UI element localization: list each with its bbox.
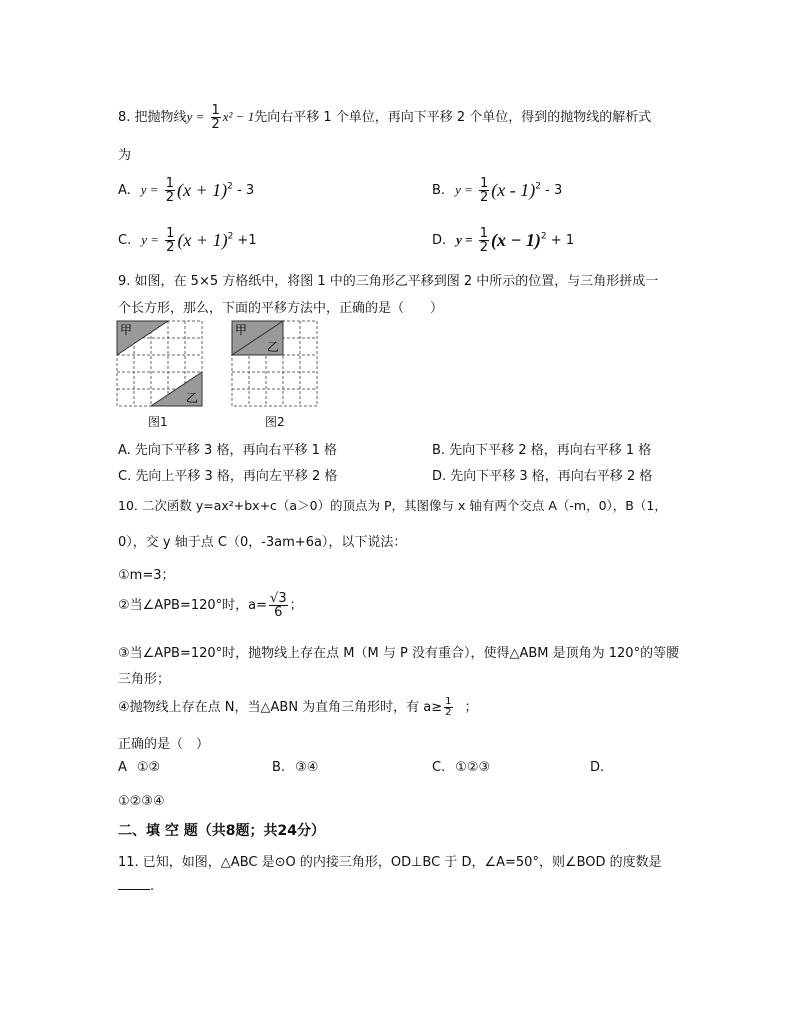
q10-option-a[interactable]: A ①② <box>118 760 161 775</box>
q10-stem-line2: 0），交 y 轴于点 C（0，-3am+6a），以下说法： <box>118 535 407 550</box>
q10-option-b[interactable]: B. ③④ <box>272 760 319 775</box>
q10-ask: 正确的是（ ） <box>118 737 210 752</box>
q9-option-a[interactable]: A. 先向下平移 3 格，再向右平移 1 格 <box>118 443 338 458</box>
q8-stem-cont: 为 <box>118 148 132 163</box>
answer-blank[interactable] <box>118 878 150 890</box>
q11-stem-line1: 11. 已知，如图，△ABC 是⊙O 的内接三角形，OD⊥BC 于 D，∠A=50°，则∠BOD 的度数是 <box>118 855 662 870</box>
q10-statement-2: ②当∠APB=120°时，a= $\frac{√3}{6}$ ； <box>118 591 303 620</box>
q9-figure-1 <box>116 320 208 412</box>
q9-stem-line1: 9. 如图，在 5×5 方格纸中，将图 1 中的三角形乙平移到图 2 中所示的位置，与三角形拼成一 <box>118 274 659 289</box>
q11-stem-line2: . <box>118 878 154 894</box>
q8-option-c[interactable]: C. y = $\frac{1}{2}$ $(x + 1)^2 +1$ <box>118 226 257 255</box>
q10-statement-3-line1: ③当∠APB=120°时，抛物线上存在点 M（M 与 P 没有重合），使得△ABM 是顶角为 120°的等腰 <box>118 646 680 661</box>
q9-option-d[interactable]: D. 先向下平移 3 格，再向右平移 2 格 <box>432 469 653 484</box>
q10-statement-3-line2: 三角形； <box>118 672 171 687</box>
q9-option-c[interactable]: C. 先向上平移 3 格，再向左平移 2 格 <box>118 469 338 484</box>
q8-option-a[interactable]: A. y = $\frac{1}{2}$ $(x + 1)^2 - 3$ <box>118 176 255 205</box>
q9-stem-line2: 个长方形，那么，下面的平移方法中，正确的是（ ） <box>118 301 444 316</box>
q10-stem-line1: 10. 二次函数 y=ax²+bx+c（a＞0）的顶点为 P，其图像与 x 轴有两个交点 A（-m，0），B（1， <box>118 498 667 513</box>
q9-fig1-caption: 图1 <box>148 415 168 429</box>
q10-option-d-answer[interactable]: ①②③④ <box>118 794 165 809</box>
q8-fraction: $\frac{1}{2}$ <box>211 103 220 132</box>
q9-fig2-caption: 图2 <box>265 415 285 429</box>
q9-option-b[interactable]: B. 先向下平移 2 格，再向右平移 1 格 <box>432 443 652 458</box>
q8-stem: 8. 把抛物线y = $\frac{1}{2}$ x² − 1先向右平移 1 个单位，再向下平移 2 个单位，得到的抛物线的解析式 <box>118 103 652 132</box>
section-2-heading: 二、填 空 题（共8题；共24分） <box>118 823 325 839</box>
label-yi: 乙 <box>186 391 199 405</box>
q8-option-b[interactable]: B. y = $\frac{1}{2}$ (x - 1)$^2$ - 3 <box>432 176 563 205</box>
q10-option-c[interactable]: C. ①②③ <box>432 760 491 775</box>
q8-option-d[interactable]: D. y = $\frac{1}{2}$ $(x - 1)^2 + 1$ <box>432 226 575 255</box>
label-jia: 甲 <box>235 323 248 337</box>
q10-option-d[interactable]: D. <box>590 760 605 775</box>
q10-statement-1: ①m=3； <box>118 568 175 583</box>
label-jia: 甲 <box>120 323 133 337</box>
q9-figure-2 <box>231 320 323 412</box>
q10-statement-4: ④抛物线上存在点 N，当△ABN 为直角三角形时，有 a≥ $\frac{1}{2}$ ； <box>118 696 478 718</box>
label-yi: 乙 <box>267 340 280 354</box>
